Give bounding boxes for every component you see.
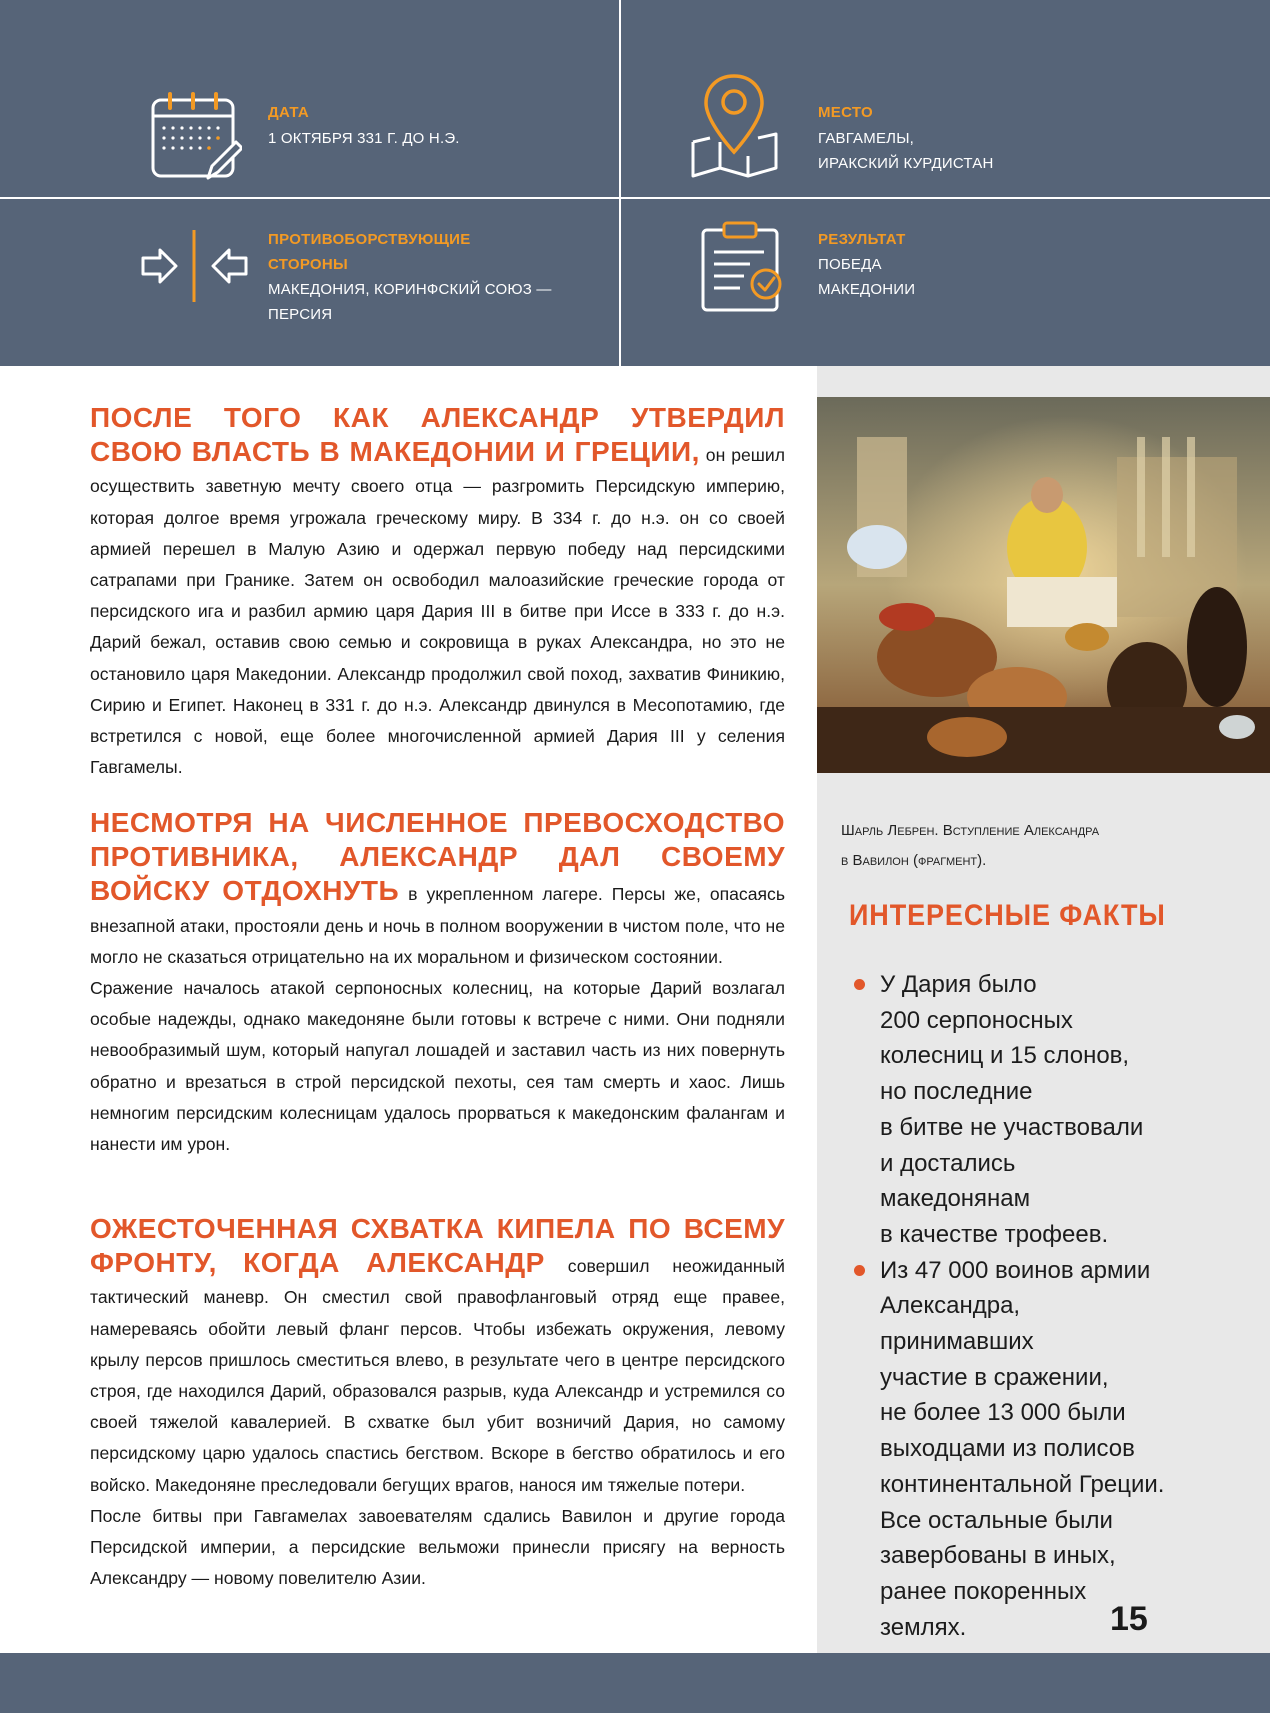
fact-line: ранее покоренных bbox=[880, 1577, 1087, 1605]
section-1-lead: ПОСЛЕ ТОГО КАК АЛЕКСАНДР УТВЕРДИЛ СВОЮ ВЛАСТЬ В МАКЕДОНИИ И ГРЕЦИИ, bbox=[90, 402, 785, 468]
fact-line: завербованы в иных, bbox=[880, 1542, 1116, 1570]
footer-bar bbox=[0, 1653, 1270, 1713]
section-3-body: совершил неожиданный тактический маневр. Он сместил свой правофланговый отряд еще правее, намереваясь обойти левый фланг персов. Чтобы избежать окружения, левому крылу персов пришлось сместиться влево, в результате чего в центре персидского строя, где находился Дарий, образовался разрыв, куда Александр и устремился со своей тяжелой кавалерией. В схватке был убит возничий Дария, но самому персидскому царю удалось спастись бегством. Вскоре в бегство обратилось и его войско. Македоняне преследовали бегущих врагов, нанося им тяжелые потери. bbox=[90, 1256, 785, 1495]
bullet-icon bbox=[854, 1265, 865, 1276]
facts-list bbox=[848, 967, 1168, 1645]
sides-value-line1: МАКЕДОНИЯ, КОРИНФСКИЙ СОЮЗ — bbox=[268, 281, 552, 298]
sides-title-line2: СТОРОНЫ bbox=[268, 256, 349, 273]
fact-item bbox=[848, 967, 1168, 1253]
result-value-line2: МАКЕДОНИИ bbox=[818, 281, 916, 298]
fact-line: Из 47 000 воинов армии bbox=[880, 1256, 1151, 1284]
result-value-line1: ПОБЕДА bbox=[818, 256, 882, 273]
date-value: 1 ОКТЯБРЯ 331 Г. ДО Н.Э. bbox=[268, 130, 460, 147]
sides-title-line1: ПРОТИВОБОРСТВУЮЩИЕ bbox=[268, 231, 471, 248]
fact-line: но последние bbox=[880, 1078, 1033, 1106]
fact-line: Все остальные были bbox=[880, 1506, 1113, 1534]
article-section-3 bbox=[90, 1214, 785, 1594]
fact-item bbox=[848, 1253, 1168, 1646]
opposing-arrows-icon bbox=[140, 228, 250, 304]
place-title: МЕСТО bbox=[818, 104, 873, 121]
map-pin-icon bbox=[690, 72, 780, 182]
sides-value-line2: ПЕРСИЯ bbox=[268, 306, 333, 323]
fact-line: и достались македонянам bbox=[880, 1149, 1031, 1213]
facts-title: ИНТЕРЕСНЫЕ ФАКТЫ bbox=[849, 899, 1166, 932]
article-section-2 bbox=[90, 808, 785, 1160]
clipboard-check-icon bbox=[700, 220, 788, 312]
fact-line: выходцами из полисов bbox=[880, 1435, 1135, 1463]
result-title: РЕЗУЛЬТАТ bbox=[818, 231, 906, 248]
header-divider-horizontal bbox=[0, 197, 1270, 199]
date-title: ДАТА bbox=[268, 104, 310, 121]
article-section-1 bbox=[90, 403, 785, 783]
header-divider-vertical bbox=[619, 0, 621, 366]
section-3-lead: ОЖЕСТОЧЕННАЯ СХВАТКА КИПЕЛА ПО ВСЕМУ ФРОНТУ, КОГДА АЛЕКСАНДР bbox=[90, 1213, 785, 1279]
fact-line: в качестве трофеев. bbox=[880, 1220, 1109, 1248]
calendar-icon bbox=[150, 92, 242, 184]
section-2-body2: Сражение началось атакой серпоносных колесниц, на которые Дарий возлагал особые надежды, однако македоняне были готовы к встрече с ними. Они подняли невообразимый шум, который напугал лошадей и заставил часть из них повернуть обратно и врезаться в строй персидской пехоты, сея там смерть и хаос. Лишь немногим персидским колесницам удалось прорваться к македонским фалангам и нанести им урон. bbox=[90, 978, 785, 1155]
caption-line1: Шарль Лебрен. Вступление Александра bbox=[841, 822, 1100, 839]
fact-line: не более 13 000 были bbox=[880, 1399, 1126, 1427]
bullet-icon bbox=[854, 979, 865, 990]
painting-caption bbox=[841, 816, 1141, 876]
fact-line: в битве не участвовали bbox=[880, 1113, 1144, 1141]
section-1-body: он решил осуществить заветную мечту своего отца — разгромить Персидскую империю, которая долгое время угрожала греческому миру. В 334 г. до н.э. он со своей армией перешел в Малую Азию и одержал первую победу над персидскими сатрапами при Гранике. Затем он освободил малоазийские греческие города от персидского ига и разбил армию царя Дария III в битве при Иссе в 333 г. до н.э. Дарий бежал, оставив свою семью и сокровища в руках Александра, но это не остановило царя Македонии. Александр продолжил свой поход, захватив Финикию, Сирию и Египет. Наконец в 331 г. до н.э. Александр двинулся в Месопотамию, где встретился с новой, еще более многочисленной армией Дария III у селения Гавгамелы. bbox=[90, 445, 785, 778]
fact-line: 200 серпоносных bbox=[880, 1006, 1073, 1034]
fact-line: У Дария было bbox=[880, 971, 1037, 998]
fact-line: участие в сражении, bbox=[880, 1363, 1109, 1391]
section-2-body: в укрепленном лагере. Персы же, опасаясь внезапной атаки, простояли день и ночь в полном вооружении в чистом поле, что не могло не сказаться отрицательно на их моральном и физическом состоянии. bbox=[90, 884, 785, 967]
fact-line: континентальной Греции. bbox=[880, 1470, 1165, 1498]
section-3-body2: После битвы при Гавгамелах завоевателям сдались Вавилон и другие города Персидской империи, а персидские вельможи принесли присягу на верность Александру — новому повелителю Азии. bbox=[90, 1505, 785, 1589]
fact-line: Александра, принимавших bbox=[880, 1292, 1034, 1356]
caption-line2: в Вавилон (фрагмент). bbox=[841, 852, 987, 869]
place-value-line2: ИРАКСКИЙ КУРДИСТАН bbox=[818, 155, 994, 172]
section-2-lead: НЕСМОТРЯ НА ЧИСЛЕННОЕ ПРЕВОСХОДСТВО ПРОТИВНИКА, АЛЕКСАНДР ДАЛ СВОЕМУ ВОЙСКУ ОТДОХНУТЬ bbox=[90, 807, 785, 907]
page-number: 15 bbox=[1110, 1600, 1148, 1638]
painting-image bbox=[817, 397, 1270, 773]
fact-line: землях. bbox=[880, 1613, 967, 1641]
place-value-line1: ГАВГАМЕЛЫ, bbox=[818, 130, 915, 147]
fact-line: колесниц и 15 слонов, bbox=[880, 1042, 1130, 1070]
